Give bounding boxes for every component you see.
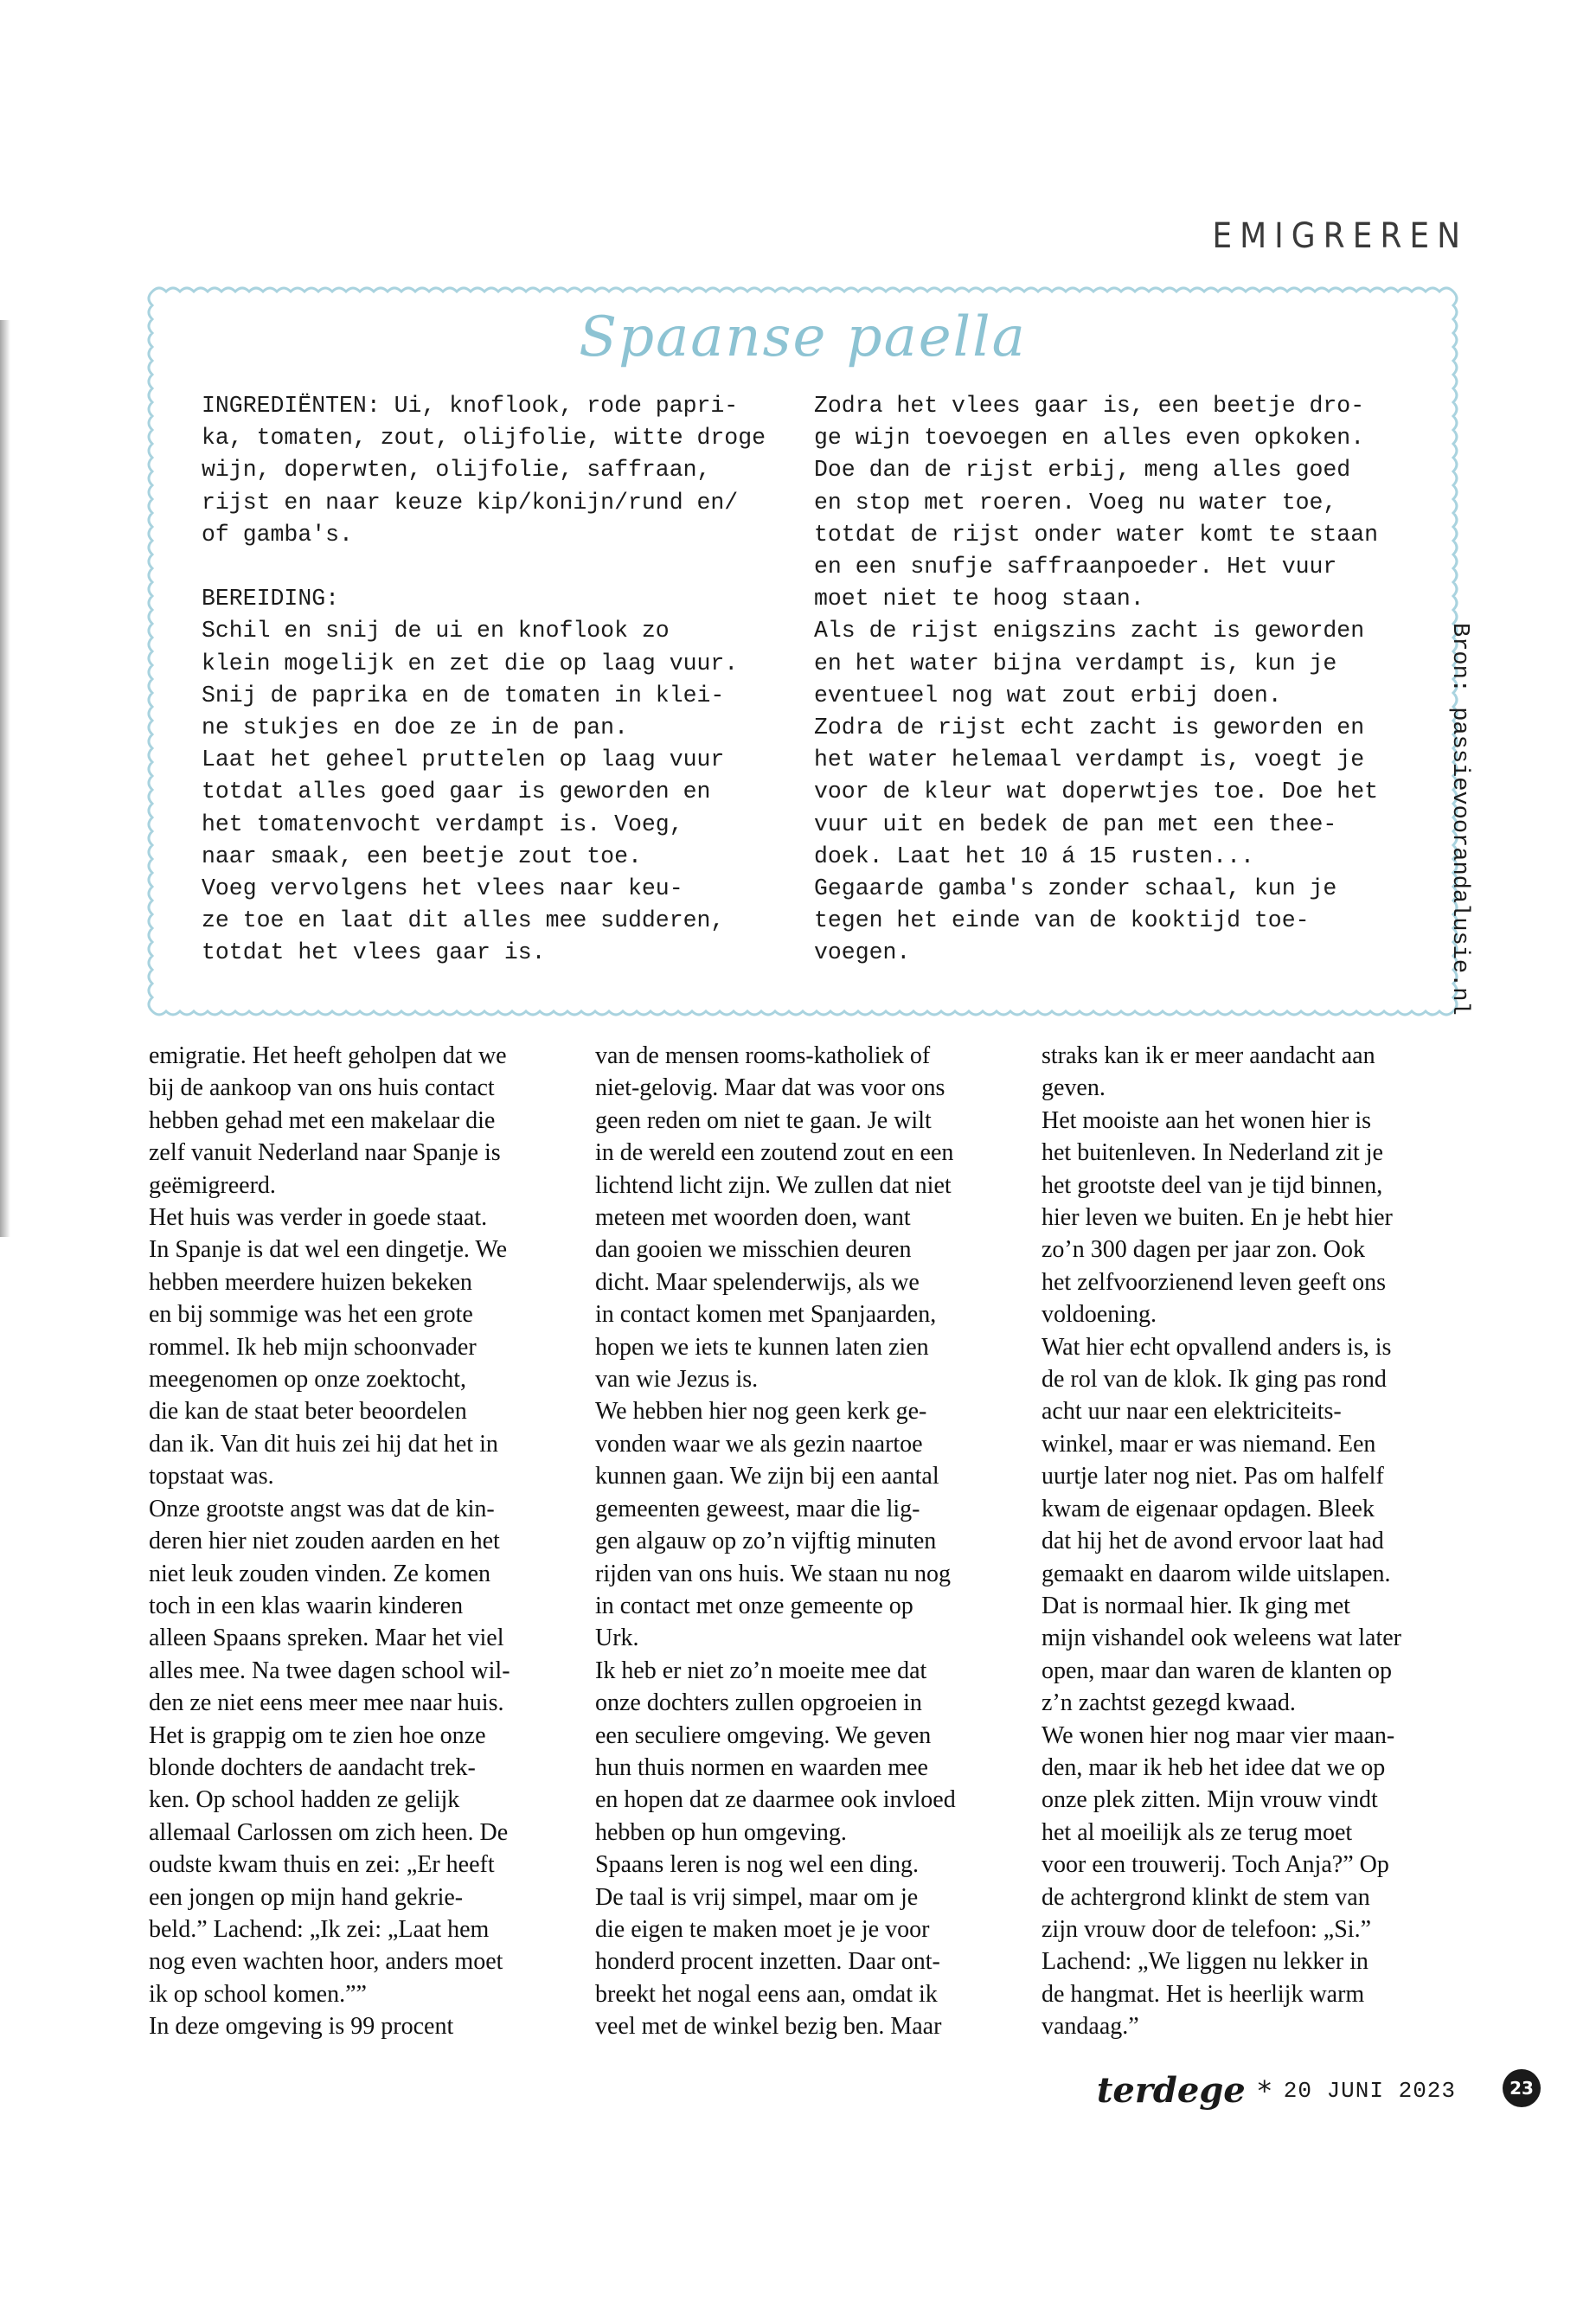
recipe-box (149, 288, 1457, 1011)
recipe-preparation-continued: Zodra het vlees gaar is, een beetje dro- ge wijn toevoegen en alles even opkoken. Doe dan de rijst erbij, meng alles goed en stop met roeren. Voeg nu water toe, totdat de rijst onder water komt te staan en een snufje saffraanpoeder. Het vuur moet niet te hoog staan. Als de rijst enigszins zacht is geworden en het water bijna verdampt is, kun je eventueel nog wat zout erbij doen. Zodra de rijst echt zacht is geworden en het water helemaal verdampt is, voegt je voor de kleur wat doperwtjes toe. Doe het vuur uit en bedek de pan met een thee- doek. Laat het 10 á 15 rusten... Gegaarde gamba's zonder schaal, kun je tegen het einde van de kooktijd toe- voegen. (814, 393, 1379, 966)
page-binding-shadow (0, 320, 10, 1237)
article-column-3: straks kan ik er meer aandacht aan geven. Het mooiste aan het wonen hier is het buitenleven. In Nederland zit je het grootste deel van je tijd binnen, hier leven we buiten. En je hebt hier zo’n 300 dagen per jaar zon. Ook het zelfvoorzienend leven geeft ons voldoening. Wat hier echt opvallend anders is, is de rol van de klok. Ik ging pas rond acht uur naar een elektriciteits- winkel, maar er was niemand. Een uurtje later nog niet. Pas om halfelf kwam de eigenaar opdagen. Bleek dat hij het de avond ervoor laat had gemaakt en daarom wilde uitslapen. Dat is normaal hier. Ik ging met mijn vishandel ook weleens wat later open, maar dan waren de klanten op z’n zachtst gezegd kwaad. We wonen hier nog maar vier maan- den, maar ik heb het idee dat we op onze plek zitten. Mijn vrouw vindt het al moeilijk als ze terug moet voor een trouwerij. Toch Anja?” Op de achtergrond klinkt de stem van zijn vrouw door de telefoon: „Si.” Lachend: „We liggen nu lekker in de hangmat. Het is heerlijk warm vandaag.” (1042, 1042, 1401, 2041)
magazine-brand: terdege (1096, 2070, 1246, 2111)
article-column-1: emigratie. Het heeft geholpen dat we bij de aankoop van ons huis contact hebben gehad met een makelaar die zelf vanuit Nederland naar Spanje is geëmigreerd. Het huis was verder in goede staat. In Spanje is dat wel een dingetje. We hebben meerdere huizen bekeken en bij sommige was het een grote rommel. Ik heb mijn schoonvader meegenomen op onze zoektocht, die kan de staat beter beoordelen dan ik. Van dit huis zei hij dat het in topstaat was. Onze grootste angst was dat de kin- deren hier niet zouden aarden en het niet leuk zouden vinden. Ze komen toch in een klas waarin kinderen alleen Spaans spreken. Maar het viel alles mee. Na twee dagen school wil- den ze niet eens meer mee naar huis. Het is grappig om te zien hoe onze blonde dochters de aandacht trek- ken. Op school hadden ze gelijk allemaal Carlossen om zich heen. De oudste kwam thuis en zei: „Er heeft een jongen op mijn hand gekrie- beld.” Lachend: „Ik zei: „Laat hem nog even wachten hoor, anders moet ik op school komen.”” In deze omgeving is 99 procent (149, 1042, 510, 2041)
article-column-2: van de mensen rooms-katholiek of niet-gelovig. Maar dat was voor ons geen reden om niet te gaan. Je wilt in de wereld een zoutend zout en een lichtend licht zijn. We zullen dat niet meteen met woorden doen, want dan gooien we misschien deuren dicht. Maar spelenderwijs, als we in contact komen met Spanjaarden, hopen we iets te kunnen laten zien van wie Jezus is. We hebben hier nog geen kerk ge- vonden waar we als gezin naartoe kunnen gaan. We zijn bij een aantal gemeenten geweest, maar die lig- gen algauw op zo’n vijftig minuten rijden van ons huis. We staan nu nog in contact met onze gemeente op Urk. Ik heb er niet zo’n moeite mee dat onze dochters zullen opgroeien in een seculiere omgeving. We geven hun thuis normen en waarden mee en hopen dat ze daarmee ook invloed hebben op hun omgeving. Spaans leren is nog wel een ding. De taal is vrij simpel, maar om je die eigen te maken moet je je voor honderd procent inzetten. Daar ont- breekt het nogal eens aan, omdat ik veel met de winkel bezig ben. Maar (595, 1042, 956, 2041)
recipe-title: Spaanse paella (579, 305, 1027, 369)
page-footer (1097, 2070, 1456, 2111)
footer-separator-star: * (1257, 2073, 1272, 2107)
recipe-source-note: Bron: passievoorandalusie.nl (1446, 623, 1472, 1016)
issue-date: 20 JUNI 2023 (1283, 2077, 1456, 2104)
page-number-badge: 23 (1503, 2069, 1541, 2107)
section-label: EMIGREREN (1212, 216, 1468, 256)
recipe-ingredients-and-preparation: INGREDIËNTEN: Ui, knoflook, rode papri- ka, tomaten, zout, olijfolie, witte droge wijn, doperwten, olijfolie, saffraan, rijst en naar keuze kip/konijn/rund en/ of gamba's. BEREIDING: Schil en snij de ui en knoflook zo klein mogelijk en zet die op laag vuur. Snij de paprika en de tomaten in klei- ne stukjes en doe ze in de pan. Laat het geheel pruttelen op laag vuur totdat alles goed gaar is geworden en het tomatenvocht verdampt is. Voeg, naar smaak, een beetje zout toe. Voeg vervolgens het vlees naar keu- ze toe en laat dit alles mee sudderen, totdat het vlees gaar is. (202, 393, 766, 966)
